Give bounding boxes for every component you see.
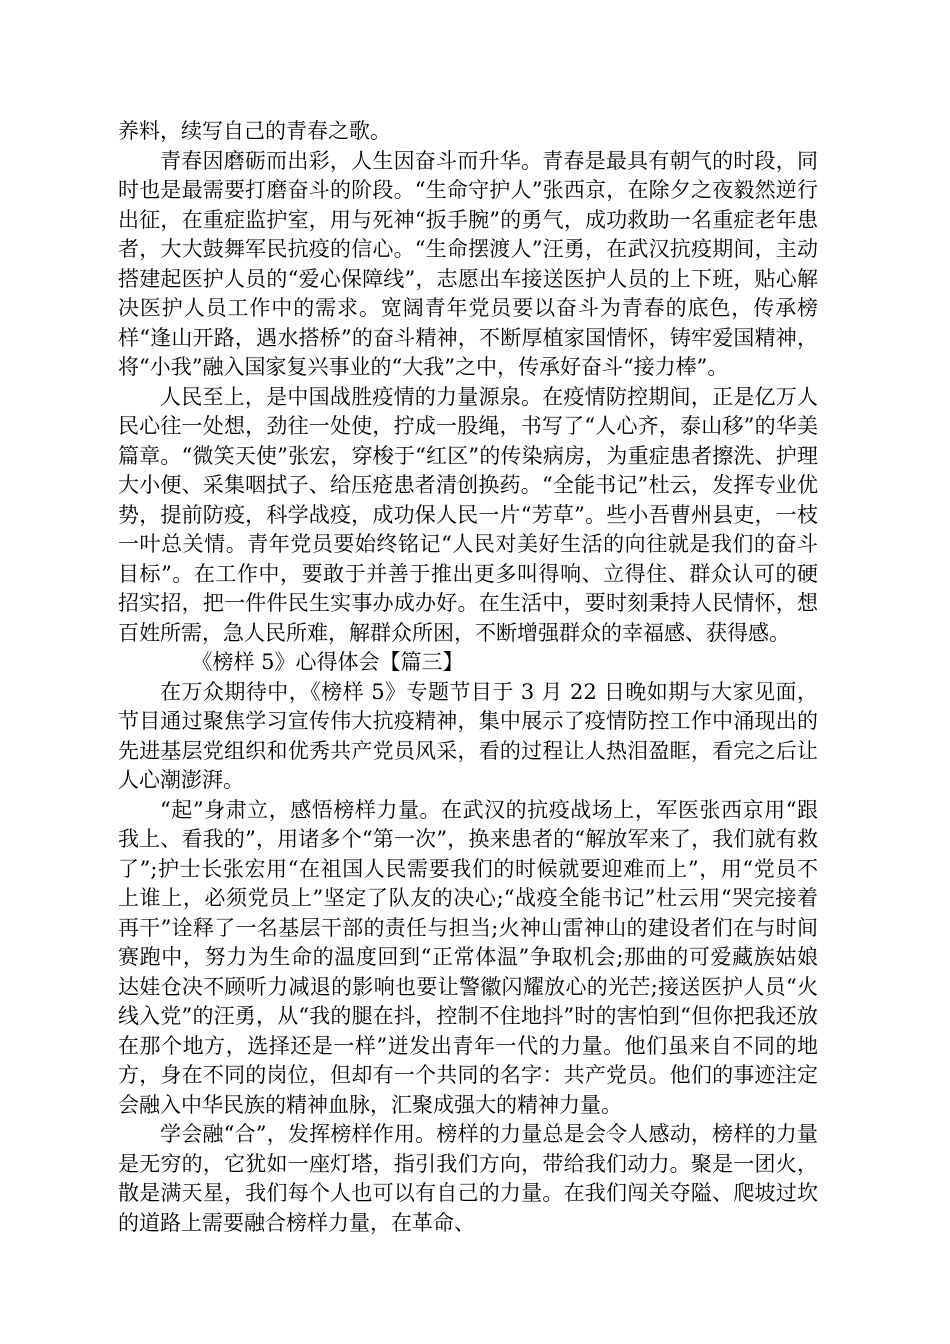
document-body [118,117,818,1238]
paragraph-continuation: 养料，续写自己的青春之歌。 [118,119,391,143]
paragraph-youth-struggle: 青春因磨砺而出彩，人生因奋斗而升华。青春是最具有朝气的时段，同时也是最需要打磨奋斗的阶段。“生命守护人”张西京，在除夕之夜毅然逆行出征，在重症监护室，用与死神“扳手腕”的勇气，成功救助一名重症老年患者，大大鼓舞军民抗疫的信心。“生命摆渡人”汪勇，在武汉抗疫期间，主动搭建起医护人员的“爱心保障线”，志愿出车接送医护人员的上下班，贴心解决医护人员工作中的需求。宽阔青年党员要以奋斗为青春的底色，传承榜样“逢山开路，遇水搭桥”的奋斗精神，不断厚植家国情怀，铸牢爱国精神，将“小我”融入国家复兴事业的“大我”之中，传承好奋斗“接力棒”。 [118,148,818,379]
paragraph-role-models: “起”身肃立，感悟榜样力量。在武汉的抗疫战场上，军医张西京用“跟我上、看我的”，用诸多个“第一次”，换来患者的“解放军来了，我们就有救了”;护士长张宏用“在祖国人民需要我们的时候就要迎难而上”，用“党员不上谁上，必须党员上”坚定了队友的决心;“战疫全能书记”杜云用“哭完接着再干”诠释了一名基层干部的责任与担当;火神山雷神山的建设者们在与时间赛跑中，努力为生命的温度回到“正常体温”争取机会;那曲的可爱藏族姑娘达娃仓决不顾听力减退的影响也要让警徽闪耀放心的光芒;接送医护人员“火线入党”的汪勇，从“我的腿在抖，控制不住地抖”时的害怕到“但你把我还放在那个地方，选择还是一样”迸发出青年一代的力量。他们虽来自不同的地方，身在不同的岗位，但却有一个共同的名字：共产党员。他们的事迹注定会融入中华民族的精神血脉，汇聚成强大的精神力量。 [118,797,818,1117]
paragraph-learn-integrate: 学会融“合”，发挥榜样作用。榜样的力量总是会令人感动，榜样的力量是无穷的，它犹如一座灯塔，指引我们方向，带给我们动力。聚是一团火，散是满天星，我们每个人也可以有自己的力量。在我们闯关夺隘、爬坡过坎的道路上需要融合榜样力量，在革命、 [118,1122,818,1235]
paragraph-people-first: 人民至上，是中国战胜疫情的力量源泉。在疫情防控期间，正是亿万人民心往一处想，劲往一处使，拧成一股绳，书写了“人心齐，泰山移”的华美篇章。“微笑天使”张宏，穿梭于“红区”的传染病房，为重症患者擦洗、护理大小便、采集咽拭子、给压疮患者清创换药。“全能书记”杜云，发挥专业优势，提前防疫，科学战疫，成功保人民一片“芳草”。些小吾曹州县吏，一枝一叶总关情。青年党员要始终铭记“人民对美好生活的向往就是我们的奋斗目标”。在工作中，要敢于并善于推出更多叫得响、立得住、群众认可的硬招实招，把一件件民生实事办成办好。在生活中，要时刻秉持人民情怀，想百姓所需，急人民所难，解群众所困，不断增强群众的幸福感、获得感。 [118,384,818,645]
paragraph-program-intro: 在万众期待中，《榜样 5》专题节目于 3 月 22 日晚如期与大家见面，节目通过聚焦学习宣传伟大抗疫精神，集中展示了疫情防控工作中涌现出的先进基层党组织和优秀共产党员风采，看的过程让人热泪盈眶，看完之后让人心潮澎湃。 [118,679,818,792]
section-heading: 《榜样 5》心得体会【篇三】 [191,650,464,674]
